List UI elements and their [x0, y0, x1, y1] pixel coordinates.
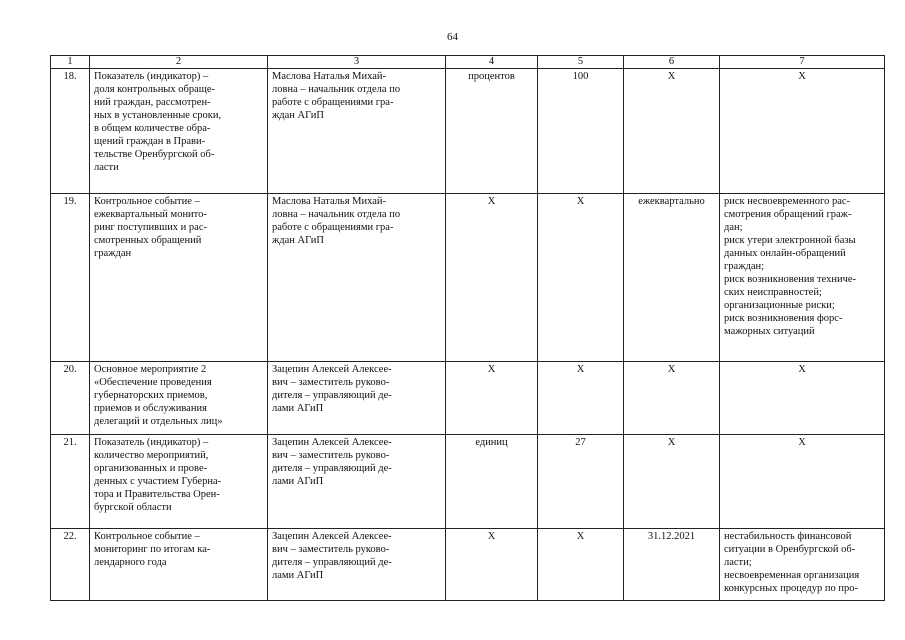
risks-cell-line: риск возникновения форс-	[724, 313, 843, 324]
value-cell: Х	[538, 529, 624, 601]
responsible-cell-line: Зацепин Алексей Алексее-	[272, 531, 392, 542]
unit-cell: Х	[446, 194, 538, 362]
responsible-cell-line: Маслова Наталья Михай-	[272, 196, 387, 207]
program-table	[50, 55, 885, 601]
risks-cell-line: Х	[798, 364, 806, 375]
name-cell-line: делегаций и отдельных лиц»	[94, 416, 223, 427]
value-cell: Х	[538, 362, 624, 435]
unit-cell: единиц	[446, 435, 538, 529]
deadline-cell: Х	[624, 362, 720, 435]
name-cell-line: граждан	[94, 248, 132, 259]
risks-cell	[720, 435, 885, 529]
risks-cell	[720, 362, 885, 435]
risks-cell-line: организационные риски;	[724, 300, 835, 311]
row-number-cell: 18.	[51, 69, 90, 194]
name-cell	[90, 194, 268, 362]
responsible-cell-line: ждан АГиП	[272, 110, 324, 121]
responsible-cell	[268, 362, 446, 435]
name-cell-line: ний граждан, рассмотрен-	[94, 97, 211, 108]
name-cell-line: ных в установленные сроки,	[94, 110, 222, 121]
deadline-cell: Х	[624, 69, 720, 194]
deadline-cell: Х	[624, 435, 720, 529]
page-number: 64	[447, 31, 458, 43]
name-cell-line: тельстве Оренбургской об-	[94, 149, 215, 160]
table-row	[51, 362, 885, 435]
row-number-cell: 22.	[51, 529, 90, 601]
deadline-cell: ежеквартально	[624, 194, 720, 362]
column-header-1: 1	[51, 56, 90, 69]
name-cell-line: Контрольное событие –	[94, 196, 200, 207]
risks-cell-line: несвоевременная организация	[724, 570, 860, 581]
responsible-cell	[268, 69, 446, 194]
name-cell	[90, 362, 268, 435]
name-cell-line: Показатель (индикатор) –	[94, 437, 209, 448]
name-cell	[90, 529, 268, 601]
responsible-cell	[268, 194, 446, 362]
responsible-cell-line: дителя – управляющий де-	[272, 390, 392, 401]
deadline-cell: 31.12.2021	[624, 529, 720, 601]
risks-cell-line: граждан;	[724, 261, 765, 272]
name-cell-line: смотренных обращений	[94, 235, 202, 246]
column-header-3: 3	[268, 56, 446, 69]
column-header-6: 6	[624, 56, 720, 69]
risks-cell-line: нестабильность финансовой	[724, 531, 852, 542]
row-number-cell: 20.	[51, 362, 90, 435]
name-cell-line: губернаторских приемов,	[94, 390, 208, 401]
name-cell-line: ласти	[94, 162, 119, 173]
risks-cell-line: конкурсных процедур по про-	[724, 583, 858, 594]
responsible-cell-line: ловна – начальник отдела по	[272, 84, 401, 95]
responsible-cell-line: дителя – управляющий де-	[272, 557, 392, 568]
column-header-5: 5	[538, 56, 624, 69]
unit-cell: Х	[446, 529, 538, 601]
name-cell-line: бургской области	[94, 502, 172, 513]
name-cell	[90, 435, 268, 529]
name-cell-line: Показатель (индикатор) –	[94, 71, 209, 82]
responsible-cell-line: лами АГиП	[272, 476, 324, 487]
value-cell: 100	[538, 69, 624, 194]
name-cell-line: Основное мероприятие 2	[94, 364, 207, 375]
responsible-cell	[268, 435, 446, 529]
responsible-cell-line: Зацепин Алексей Алексее-	[272, 437, 392, 448]
unit-cell: Х	[446, 362, 538, 435]
name-cell-line: доля контрольных обраще-	[94, 84, 215, 95]
risks-cell-line: дан;	[724, 222, 743, 233]
responsible-cell-line: Маслова Наталья Михай-	[272, 71, 387, 82]
responsible-cell-line: вич – заместитель руково-	[272, 450, 390, 461]
responsible-cell-line: дителя – управляющий де-	[272, 463, 392, 474]
risks-cell-line: риск возникновения техниче-	[724, 274, 857, 285]
responsible-cell-line: работе с обращениями гра-	[272, 97, 394, 108]
name-cell-line: Контрольное событие –	[94, 531, 200, 542]
responsible-cell-line: ждан АГиП	[272, 235, 324, 246]
risks-cell-line: смотрения обращений граж-	[724, 209, 852, 220]
value-cell: 27	[538, 435, 624, 529]
name-cell-line: ринг поступивших и рас-	[94, 222, 207, 233]
value-cell: Х	[538, 194, 624, 362]
name-cell-line: денных с участием Губерна-	[94, 476, 222, 487]
table-row	[51, 529, 885, 601]
responsible-cell-line: лами АГиП	[272, 570, 324, 581]
unit-cell: процентов	[446, 69, 538, 194]
table-row	[51, 435, 885, 529]
responsible-cell-line: Зацепин Алексей Алексее-	[272, 364, 392, 375]
risks-cell-line: ских неисправностей;	[724, 287, 822, 298]
row-number-cell: 21.	[51, 435, 90, 529]
table-row	[51, 69, 885, 194]
responsible-cell-line: вич – заместитель руково-	[272, 377, 390, 388]
risks-cell-line: Х	[798, 71, 806, 82]
risks-cell-line: риск несвоевременного рас-	[724, 196, 851, 207]
risks-cell-line: риск утери электронной базы	[724, 235, 856, 246]
name-cell-line: приемов и обслуживания	[94, 403, 207, 414]
name-cell-line: в общем количестве обра-	[94, 123, 211, 134]
column-header-2: 2	[90, 56, 268, 69]
name-cell-line: щений граждан в Прави-	[94, 136, 206, 147]
table-body	[51, 69, 885, 601]
name-cell-line: организованных и прове-	[94, 463, 208, 474]
column-header-4: 4	[446, 56, 538, 69]
responsible-cell-line: работе с обращениями гра-	[272, 222, 394, 233]
name-cell-line: «Обеспечение проведения	[94, 377, 212, 388]
responsible-cell-line: ловна – начальник отдела по	[272, 209, 401, 220]
name-cell-line: ежеквартальный монито-	[94, 209, 207, 220]
risks-cell-line: ситуации в Оренбургской об-	[724, 544, 856, 555]
responsible-cell-line: вич – заместитель руково-	[272, 544, 390, 555]
row-number-cell: 19.	[51, 194, 90, 362]
risks-cell-line: мажорных ситуаций	[724, 326, 815, 337]
responsible-cell	[268, 529, 446, 601]
risks-cell-line: данных онлайн-обращений	[724, 248, 846, 259]
risks-cell	[720, 529, 885, 601]
responsible-cell-line: лами АГиП	[272, 403, 324, 414]
risks-cell-line: Х	[798, 437, 806, 448]
name-cell-line: лендарного года	[94, 557, 167, 568]
risks-cell-line: ласти;	[724, 557, 752, 568]
risks-cell	[720, 69, 885, 194]
name-cell-line: количество мероприятий,	[94, 450, 209, 461]
header-row	[51, 56, 885, 69]
column-header-7: 7	[720, 56, 885, 69]
risks-cell	[720, 194, 885, 362]
name-cell-line: тора и Правительства Орен-	[94, 489, 220, 500]
table-row	[51, 194, 885, 362]
name-cell	[90, 69, 268, 194]
name-cell-line: мониторинг по итогам ка-	[94, 544, 211, 555]
